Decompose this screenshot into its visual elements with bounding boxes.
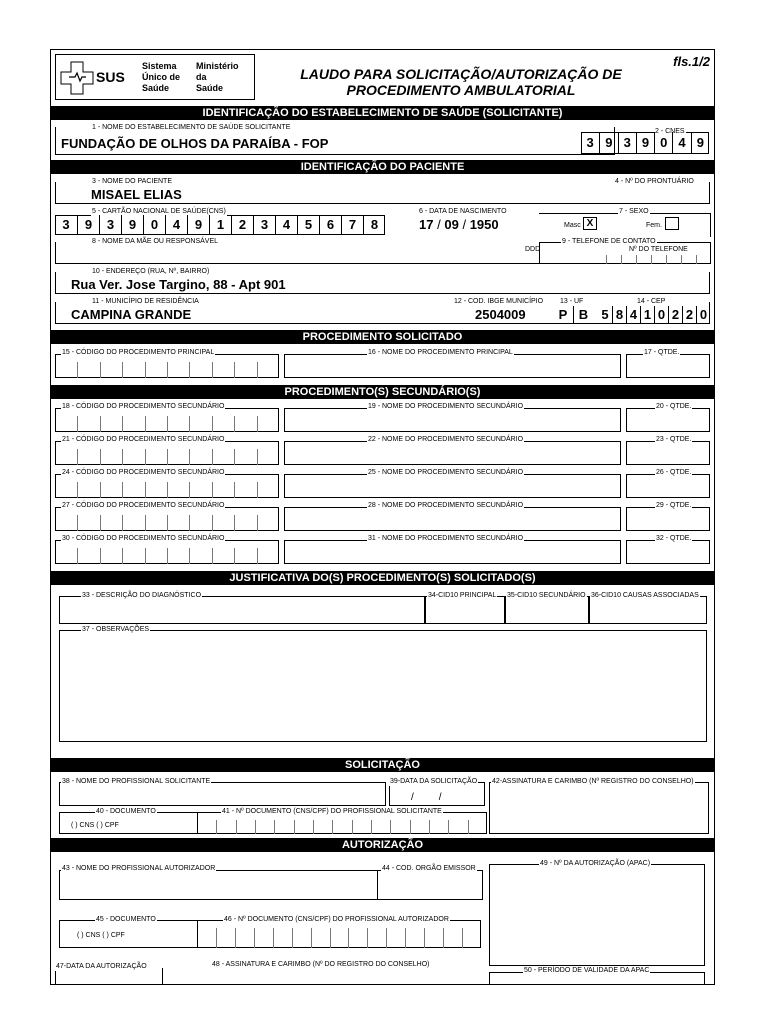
header-logo-box [55,54,255,100]
autoriz-ndoc-divider [367,928,368,948]
procsec-nome-box [284,441,621,465]
procsec-qtde-box [626,441,710,465]
autoriz-data-label: 47-DATA DA AUTORIZAÇÃO [56,963,147,970]
mae-label: 8 - NOME DA MÃE OU RESPONSÁVEL [92,238,219,245]
paciente-nome-value: MISAEL ELIAS [91,187,182,202]
cns-digit: 3 [253,215,275,235]
procsec-cod-divider [122,449,123,465]
cns-digit: 3 [99,215,121,235]
procsec-cod-divider [212,482,213,498]
page-number: fls.1/2 [673,54,710,69]
solic-ndoc-divider [410,820,411,834]
estab-nome-value: FUNDAÇÃO DE OLHOS DA PARAÍBA - FOP [61,136,329,151]
telefone-divider [666,255,667,264]
proc-cod-label: 15 - CÓDIGO DO PROCEDIMENTO PRINCIPAL [62,349,215,356]
solic-ndoc-divider [448,820,449,834]
procsec-cod-divider [167,548,168,564]
cnes-digit: 3 [586,135,594,150]
procsec-cod-divider [234,449,235,465]
cnes-digit: 9 [599,132,617,154]
telefone-label: 9 - TELEFONE DE CONTATO [562,238,656,245]
observacoes-box [59,630,707,742]
cns-label: 5 - CARTÃO NACIONAL DE SAÚDE(CNS) [92,208,226,215]
cnes-digit: 0 [654,132,672,154]
proc-qtde-label: 17 - QTDE. [644,349,680,356]
procsec-qtde-label: 32 - QTDE. [656,535,692,542]
municipio-value: CAMPINA GRANDE [71,307,192,322]
nasc-value: 17 / 09 / 1950 [419,217,499,232]
autoriz-doc-label: 45 - DOCUMENTO [96,916,156,923]
procsec-cod-divider [77,515,78,531]
cns-digit: 1 [209,215,231,235]
solic-ndoc-divider [390,820,391,834]
fem-text: Fem. [646,222,662,229]
masc-text: Masc [564,222,581,229]
procsec-nome-box [284,408,621,432]
telefone-divider [606,255,607,264]
paciente-nome-label: 3 - NOME DO PACIENTE [92,178,172,185]
cns-digit: 4 [275,215,297,235]
procsec-cod-divider [189,515,190,531]
procsec-qtde-label: 23 - QTDE. [656,436,692,443]
procsec-nome-label: 19 - NOME DO PROCEDIMENTO SECUNDÁRIO [368,403,524,410]
estab-nome-label: 1 - NOME DO ESTABELECIMENTO DE SAÚDE SOLICITANTE [92,124,291,131]
autoriz-ndoc-divider [462,928,463,948]
procsec-cod-divider [257,548,258,564]
solic-ndoc-divider [236,820,237,834]
cid-principal-label: 34-CID10 PRINCIPAL [428,592,497,599]
procsec-cod-divider [77,449,78,465]
procsec-cod-divider [189,482,190,498]
cid-causas-box [589,596,707,624]
autoriz-doc-options[interactable]: ( ) CNS ( ) CPF [77,932,125,939]
procsec-cod-divider [77,548,78,564]
procsec-nome-label: 25 - NOME DO PROCEDIMENTO SECUNDÁRIO [368,469,524,476]
procsec-nome-box [284,507,621,531]
nasc-label: 6 - DATA DE NASCIMENTO [419,208,507,215]
procsec-qtde-label: 20 - QTDE. [656,403,692,410]
section-paciente: IDENTIFICAÇÃO DO PACIENTE [51,160,714,174]
procsec-qtde-box [626,540,710,564]
procsec-cod-divider [122,548,123,564]
cns-digit: 3 [62,217,70,232]
tel-num-label: Nº DO TELEFONE [629,246,688,253]
cns-digit: 9 [77,215,99,235]
solic-ndoc-divider [255,820,256,834]
telefone-divider [681,255,682,264]
cep-digit: 2 [682,306,696,324]
procsec-cod-divider [234,482,235,498]
procsec-cod-divider [212,416,213,432]
endereco-value: Rua Ver. Jose Targino, 88 - Apt 901 [71,277,286,292]
cnes-digit: 3 [618,132,636,154]
proc-nome-label: 16 - NOME DO PROCEDIMENTO PRINCIPAL [368,349,513,356]
autoriz-ndoc-divider [216,928,217,948]
observacoes-label: 37 - OBSERVAÇÕES [82,626,150,633]
procsec-cod-label: 24 - CÓDIGO DO PROCEDIMENTO SECUNDÁRIO [62,469,225,476]
cep-digit: 0 [696,306,710,324]
procsec-qtde-label: 26 - QTDE. [656,469,692,476]
ibge-value: 2504009 [475,307,526,322]
autoriz-apac-label: 49 - Nº DA AUTORIZAÇÃO (APAC) [540,860,651,867]
autoriz-ndoc-divider [311,928,312,948]
form-title: LAUDO PARA SOLICITAÇÃO/AUTORIZAÇÃO DE PROCEDIMENTO AMBULATORIAL [300,66,622,98]
solic-ndoc-divider [216,820,217,834]
solic-ndoc-divider [294,820,295,834]
autoriz-ndoc-divider [254,928,255,948]
autoriz-orgao-box [377,870,483,900]
procsec-cod-divider [77,482,78,498]
proc-nome-box [284,354,621,378]
procsec-qtde-box [626,507,710,531]
autoriz-ndoc-divider [235,928,236,948]
autoriz-ndoc-divider [386,928,387,948]
solic-doc-label: 40 - DOCUMENTO [96,808,156,815]
procsec-cod-label: 21 - CÓDIGO DO PROCEDIMENTO SECUNDÁRIO [62,436,225,443]
telefone-divider [651,255,652,264]
autoriz-validade-label: 50 - PERÍODO DE VALIDADE DA APAC [524,967,650,974]
autoriz-prof-label: 43 - NOME DO PROFISSIONAL AUTORIZADOR [62,865,216,872]
solic-data-label: 39-DATA DA SOLICITAÇÃO [390,778,478,785]
cep-digit: 4 [626,306,640,324]
masc-checkbox[interactable]: X [583,217,597,230]
autoriz-prof-box [59,870,377,900]
cns-digit: 4 [165,215,187,235]
autoriz-ndoc-box [197,920,481,948]
cep-digit: 8 [612,306,626,324]
cep-digit: 5 [601,307,609,322]
telefone-divider [696,255,697,264]
section-solicitacao: SOLICITAÇÃO [51,758,714,772]
fem-checkbox[interactable] [665,217,679,230]
solic-ndoc-label: 41 - Nº DOCUMENTO (CNS/CPF) DO PROFISSIONAL SOLICITANTE [222,808,442,815]
autoriz-apac-box [489,864,705,966]
procsec-cod-divider [122,416,123,432]
autoriz-ndoc-divider [330,928,331,948]
procsec-nome-label: 22 - NOME DO PROCEDIMENTO SECUNDÁRIO [368,436,524,443]
procsec-cod-divider [167,449,168,465]
cns-digit: 6 [319,215,341,235]
procsec-cod-divider [122,482,123,498]
autoriz-ndoc-divider [292,928,293,948]
proc-cod-divider [167,362,168,378]
procsec-cod-divider [100,416,101,432]
proc-cod-divider [257,362,258,378]
autoriz-ndoc-divider [443,928,444,948]
cns-digit: 7 [341,215,363,235]
cep-digits [598,306,710,324]
solic-doc-options[interactable]: ( ) CNS ( ) CPF [71,822,119,829]
cns-digit: 5 [297,215,319,235]
cnes-digit: 9 [691,132,709,154]
procsec-cod-divider [77,416,78,432]
solic-prof-label: 38 - NOME DO PROFISSIONAL SOLICITANTE [62,778,211,785]
procsec-cod-divider [257,482,258,498]
procsec-cod-divider [212,449,213,465]
autoriz-ndoc-divider [348,928,349,948]
procsec-cod-divider [167,482,168,498]
procsec-cod-divider [145,449,146,465]
cid-causas-label: 36-CID10 CAUSAS ASSOCIADAS [591,592,699,599]
proc-cod-divider [100,362,101,378]
procsec-cod-label: 30 - CÓDIGO DO PROCEDIMENTO SECUNDÁRIO [62,535,225,542]
procsec-cod-divider [145,515,146,531]
cns-digit: 9 [187,215,209,235]
procsec-cod-divider [234,548,235,564]
solic-ndoc-divider [429,820,430,834]
cep-digit: 0 [654,306,668,324]
procsec-cod-divider [189,548,190,564]
cns-digit: 9 [121,215,143,235]
procsec-cod-divider [145,416,146,432]
procsec-cod-label: 27 - CÓDIGO DO PROCEDIMENTO SECUNDÁRIO [62,502,225,509]
solic-ndoc-divider [332,820,333,834]
procsec-cod-divider [167,515,168,531]
procsec-cod-divider [257,449,258,465]
autoriz-ndoc-divider [405,928,406,948]
procsec-qtde-box [626,408,710,432]
cep-label: 14 - CEP [637,298,666,305]
cns-digit: 8 [363,215,385,235]
sistema-text: Sistema Único de Saúde [142,61,181,93]
sexo-label: 7 - SEXO [619,208,649,215]
telefone-divider [621,255,622,264]
procsec-cod-divider [212,515,213,531]
solic-ndoc-divider [371,820,372,834]
prontuario-label: 4 - Nº DO PRONTUÁRIO [615,178,694,185]
autoriz-ndoc-divider [273,928,274,948]
procsec-cod-divider [145,548,146,564]
procsec-cod-divider [167,416,168,432]
cnes-digit: 4 [672,132,690,154]
ministerio-text: Ministério da Saúde [196,61,239,93]
procsec-cod-divider [234,515,235,531]
cid-principal-box [425,596,505,624]
proc-cod-divider [234,362,235,378]
proc-qtde-box [626,354,710,378]
procsec-cod-divider [257,515,258,531]
ibge-label: 12 - COD. IBGE MUNICÍPIO [454,298,544,305]
solic-ndoc-divider [274,820,275,834]
autoriz-orgao-label: 44 - COD. ORGÃO EMISSOR [382,865,476,872]
procsec-qtde-box [626,474,710,498]
cns-digit: 2 [231,215,253,235]
autoriz-ndoc-divider [424,928,425,948]
cns-digits [55,215,385,235]
proc-cod-divider [77,362,78,378]
solic-ndoc-divider [352,820,353,834]
section-justificativa: JUSTIFICATIVA DO(S) PROCEDIMENTO(S) SOLICITADO(S) [51,571,714,585]
solic-assin-label: 42-ASSINATURA E CARIMBO (Nº REGISTRO DO CONSELHO) [492,778,694,785]
endereco-label: 10 - ENDEREÇO (RUA, Nº, BAIRRO) [92,268,210,275]
cep-digit: 1 [640,306,654,324]
proc-cod-divider [189,362,190,378]
diagnostico-box [59,596,425,624]
procsec-cod-divider [100,548,101,564]
procsec-cod-divider [122,515,123,531]
procsec-cod-divider [100,515,101,531]
procsec-qtde-label: 29 - QTDE. [656,502,692,509]
cnes-label: 2 - CNES [655,128,685,135]
procsec-cod-divider [145,482,146,498]
cid-secundario-box [505,596,589,624]
procsec-cod-divider [234,416,235,432]
uf-label: 13 - UF [560,298,584,305]
laudo-form [50,49,715,985]
uf-letter: B [573,306,593,324]
procsec-cod-label: 18 - CÓDIGO DO PROCEDIMENTO SECUNDÁRIO [62,403,225,410]
diagnostico-label: 33 - DESCRIÇÃO DO DIAGNÓSTICO [82,592,202,599]
solic-assin-box [489,782,709,834]
solic-ndoc-divider [468,820,469,834]
sus-logo-text: SUS [96,69,125,85]
procsec-nome-box [284,540,621,564]
telefone-divider [636,255,637,264]
procsec-cod-divider [257,416,258,432]
section-autorizacao: AUTORIZAÇÃO [51,838,714,852]
proc-cod-divider [212,362,213,378]
procsec-cod-divider [189,449,190,465]
proc-cod-divider [122,362,123,378]
autoriz-ndoc-label: 46 - Nº DOCUMENTO (CNS/CPF) DO PROFISSIONAL AUTORIZADOR [224,916,449,923]
autoriz-assin-label: 48 - ASSINATURA E CARIMBO (Nº DO REGISTRO DO CONSELHO) [212,961,430,968]
cns-digit: 0 [143,215,165,235]
municipio-label: 11 - MUNICÍPIO DE RESIDÊNCIA [92,298,199,305]
cnes-digits [581,132,709,154]
section-procedimento: PROCEDIMENTO SOLICITADO [51,330,714,344]
procsec-nome-label: 31 - NOME DO PROCEDIMENTO SECUNDÁRIO [368,535,524,542]
solic-data-slashes: / / [411,792,442,803]
procsec-cod-divider [100,449,101,465]
section-procedimentos-secundarios: PROCEDIMENTO(S) SECUNDÁRIO(S) [51,385,714,399]
uf-letters [553,306,593,324]
sus-cross-icon [60,61,94,95]
solic-ndoc-divider [313,820,314,834]
cnes-digit: 9 [636,132,654,154]
uf-letter: P [558,307,568,322]
procsec-nome-box [284,474,621,498]
procsec-cod-divider [100,482,101,498]
section-estabelecimento: IDENTIFICAÇÃO DO ESTABELECIMENTO DE SAÚDE (SOLICITANTE) [51,106,714,120]
procsec-cod-divider [212,548,213,564]
procsec-cod-divider [189,416,190,432]
proc-cod-divider [145,362,146,378]
cep-digit: 2 [668,306,682,324]
ddd-label: DDD [525,246,541,253]
procsec-nome-label: 28 - NOME DO PROCEDIMENTO SECUNDÁRIO [368,502,524,509]
cid-secundario-label: 35-CID10 SECUNDÁRIO [507,592,586,599]
